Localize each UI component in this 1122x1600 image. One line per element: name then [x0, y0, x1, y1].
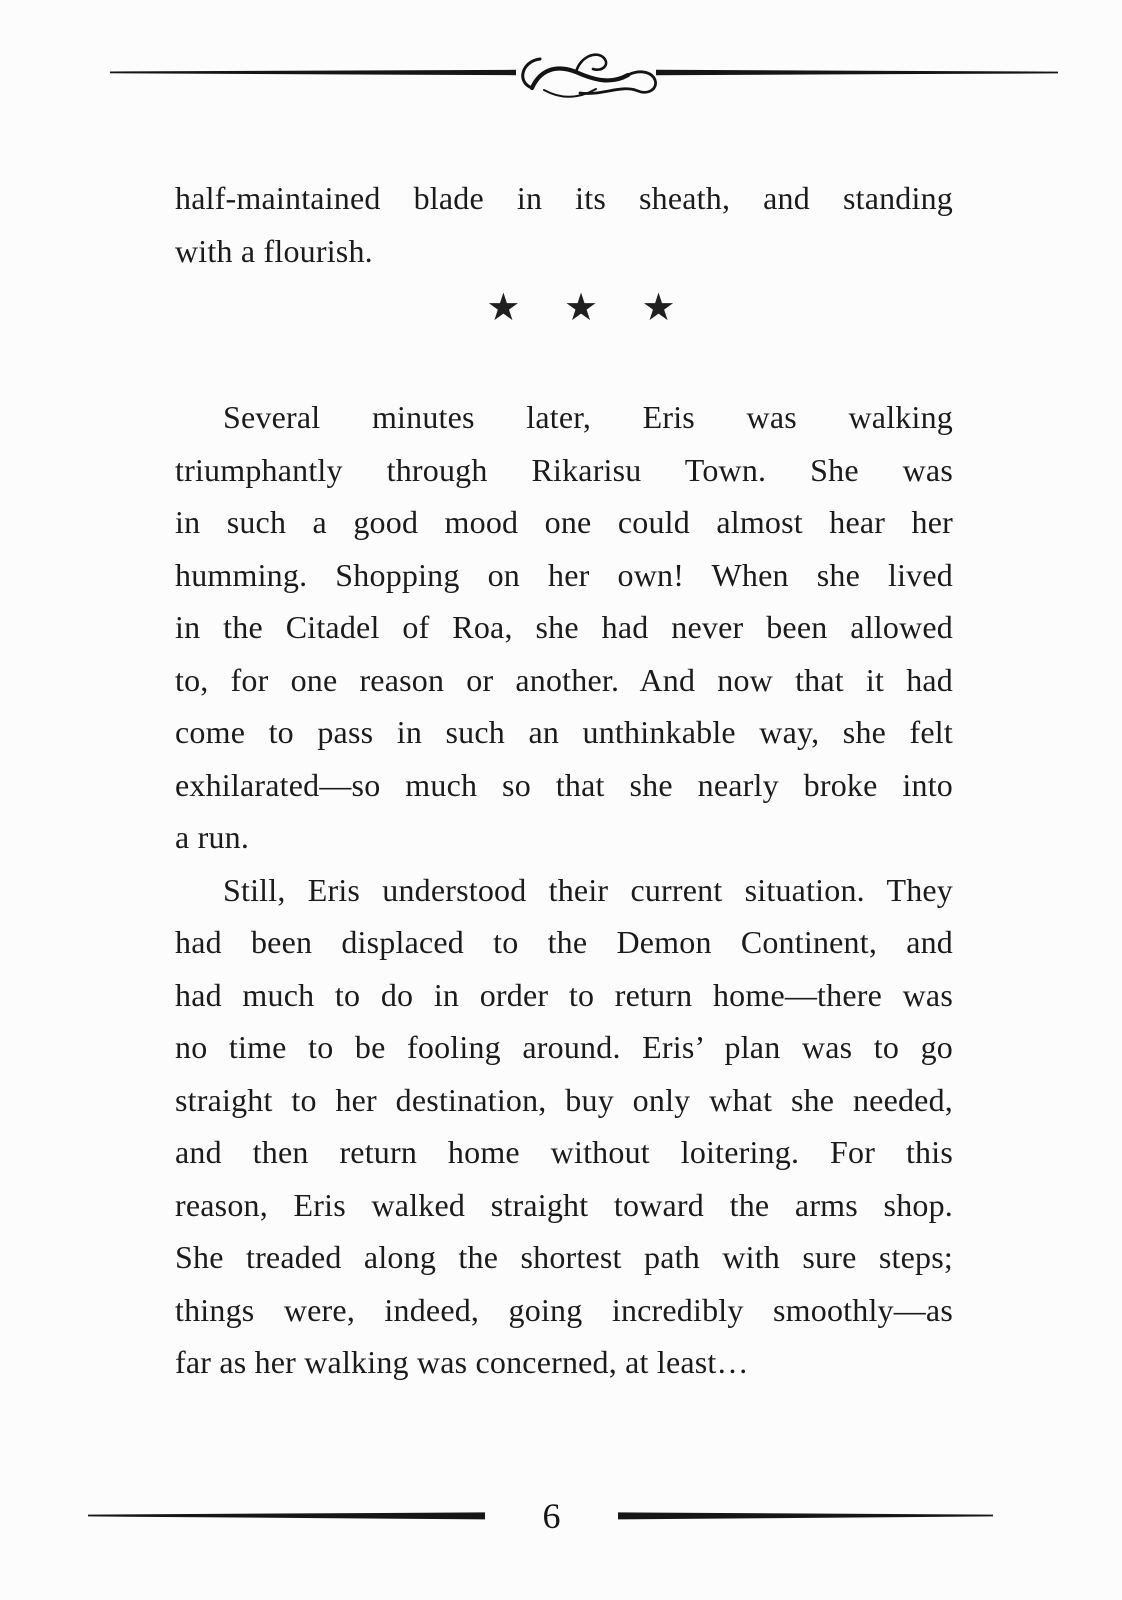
header-swirl-divider-icon [110, 44, 1058, 108]
text-line: in such a good mood one could almost hear her [175, 504, 953, 540]
text-line: Still, Eris understood their current situation. They [223, 871, 953, 908]
text-line: humming. Shopping on her own! When she lived [175, 556, 953, 593]
text-line: straight to her destination, buy only what she needed, [175, 1081, 953, 1118]
text-line: She treaded along the shortest path with sure steps; [175, 1239, 953, 1275]
text-line: to, for one reason or another. And now that it had [175, 661, 953, 698]
text-line: had been displaced to the Demon Continent, and [175, 924, 953, 960]
text-line: exhilarated—so much so that she nearly broke into [175, 766, 953, 803]
text-line: half-maintained blade in its sheath, and standing [175, 180, 953, 216]
text-line: and then return home without loitering. For this [175, 1134, 953, 1170]
text-line: a run. [175, 819, 250, 855]
page-footer [88, 1496, 993, 1536]
text-line: reason, Eris walked straight toward the arms shop. [175, 1186, 953, 1223]
text-line: triumphantly through Rikarisu Town. She was [175, 451, 953, 488]
text-line: had much to do in order to return home—there was [175, 976, 953, 1013]
text-line: things were, indeed, going incredibly smoothly—as [175, 1291, 953, 1328]
text-line: Several minutes later, Eris was walking [223, 399, 953, 435]
text-line: far as her walking was concerned, at least… [175, 1344, 749, 1380]
scene-break-stars: ★ ★ ★ [486, 287, 680, 329]
paragraph-3 [175, 864, 953, 1389]
footer-rule-left-icon [88, 1511, 485, 1521]
text-line: with a flourish. [175, 232, 373, 269]
text-line: no time to be fooling around. Eris’ plan was to go [175, 1029, 953, 1065]
footer-rule-right-icon [618, 1511, 993, 1521]
paragraph-2 [175, 391, 953, 864]
page-number: 6 [542, 1496, 561, 1536]
paragraph-continuation [175, 172, 953, 277]
text-line: come to pass in such an unthinkable way, she felt [175, 714, 953, 750]
page-text-column [175, 172, 953, 1389]
text-line: in the Citadel of Roa, she had never been allowed [175, 609, 953, 645]
